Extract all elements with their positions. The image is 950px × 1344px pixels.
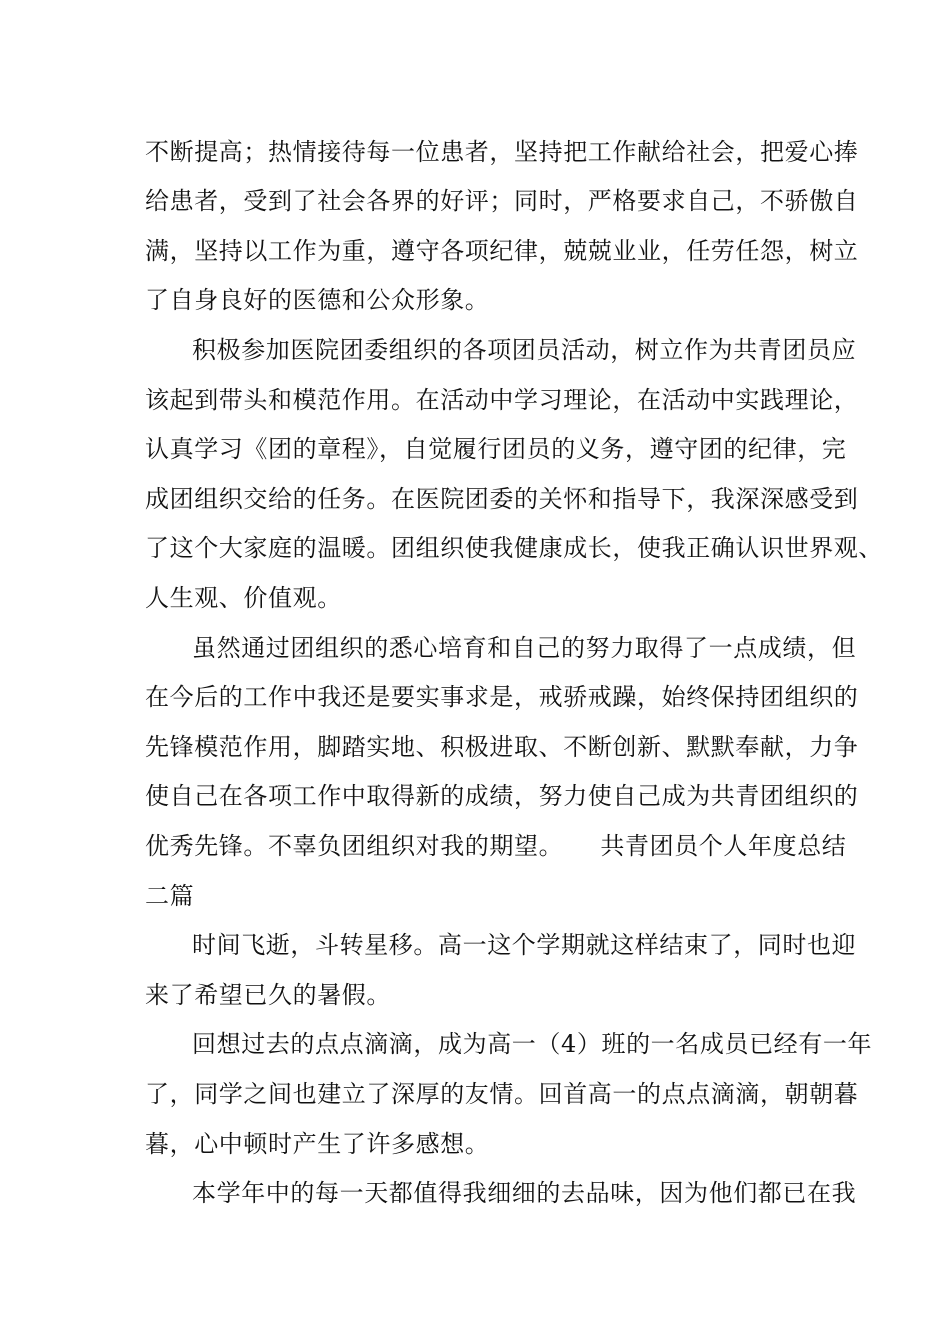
text-line: 了这个大家庭的温暖。团组织使我健康成长，使我正确认识世界观、 [145,534,883,562]
text-line: 了，同学之间也建立了深厚的友情。回首高一的点点滴滴，朝朝暮 [145,1080,859,1108]
text-line: 来了希望已久的暑假。 [145,981,391,1009]
text-line: 先锋模范作用，脚踏实地、积极进取、不断创新、默默奉献，力争 [145,733,859,761]
text-line: 人生观、价值观。 [145,584,342,612]
text-line: 不断提高；热情接待每一位患者，坚持把工作献给社会，把爱心捧 [145,138,859,166]
text-line: 暮，心中顿时产生了许多感想。 [145,1130,490,1158]
text-line: 二篇 [145,882,195,910]
text-line: 成团组织交给的任务。在医院团委的关怀和指导下，我深深感受到 [145,485,859,513]
paragraph-first-line: 积极参加医院团委组织的各项团员活动，树立作为共青团员应 [192,336,857,364]
text-line: 给患者，受到了社会各界的好评；同时，严格要求自己，不骄傲自 [145,187,859,215]
paragraph-first-line: 本学年中的每一天都值得我细细的去品味，因为他们都已在我 [192,1179,857,1207]
text-line: 使自己在各项工作中取得新的成绩，努力使自己成为共青团组织的 [145,782,859,810]
text-line: 在今后的工作中我还是要实事求是，戒骄戒躁，始终保持团组织的 [145,683,859,711]
paragraph-first-line: 回想过去的点点滴滴，成为高一（4）班的一名成员已经有一年 [192,1030,873,1058]
paragraph-first-line: 虽然通过团组织的悉心培育和自己的努力取得了一点成绩，但 [192,634,857,662]
text-line: 优秀先锋。不辜负团组织对我的期望。 共青团员个人年度总结 [145,832,847,860]
text-line: 了自身良好的医德和公众形象。 [145,286,490,314]
paragraph-first-line: 时间飞逝，斗转星移。高一这个学期就这样结束了，同时也迎 [192,931,857,959]
text-line: 认真学习《团的章程》，自觉履行团员的义务，遵守团的纪律，完 [145,435,847,463]
text-line: 满，坚持以工作为重，遵守各项纪律，兢兢业业，任劳任怨，树立 [145,237,859,265]
text-line: 该起到带头和模范作用。在活动中学习理论，在活动中实践理论， [145,386,859,414]
